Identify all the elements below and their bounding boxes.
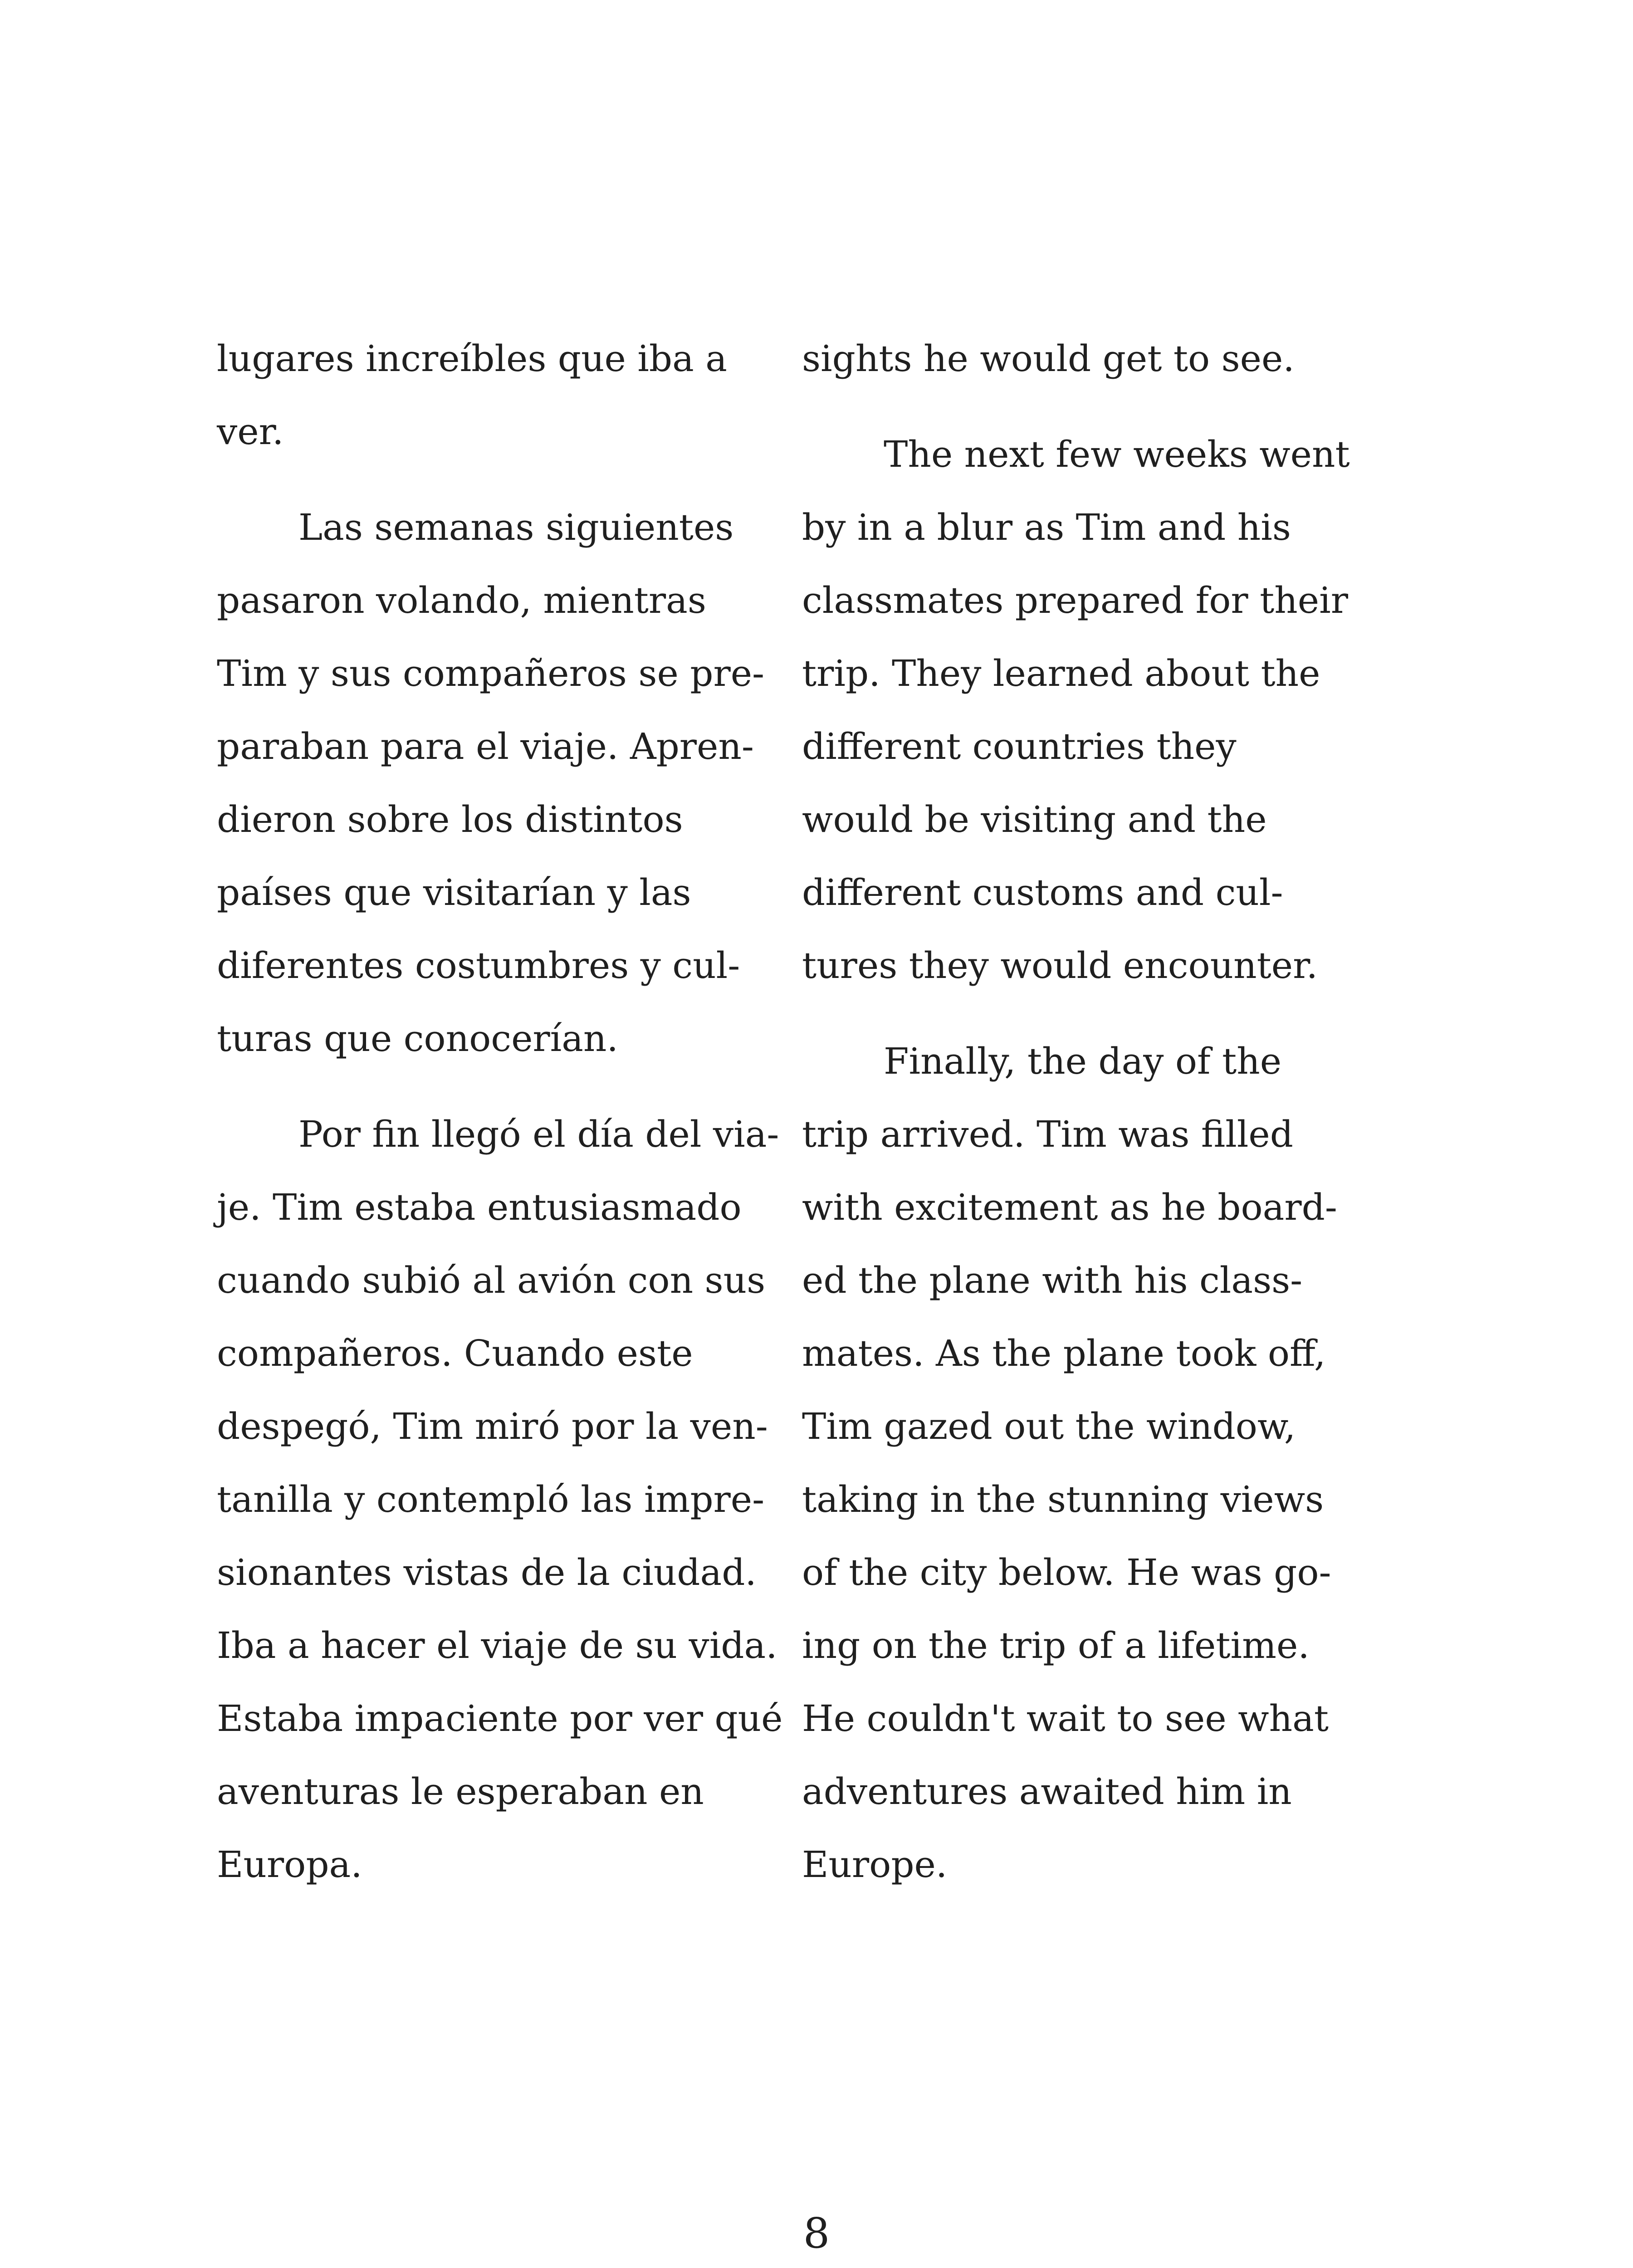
text-line: Tim gazed out the window,: [802, 1405, 1296, 1447]
text-line: diferentes costumbres y cul-: [217, 944, 740, 987]
text-line: by in a blur as Tim and his: [802, 506, 1291, 548]
text-line: despegó, Tim miró por la ven-: [217, 1405, 768, 1447]
text-line: different customs and cul-: [802, 871, 1283, 914]
text-line: je. Tim estaba entusiasmado: [217, 1186, 742, 1228]
text-line: turas que conocerían.: [217, 1017, 618, 1060]
text-line: classmates prepared for their: [802, 579, 1348, 621]
paragraph: [802, 322, 1387, 395]
text-line: sionantes vistas de la ciudad.: [217, 1551, 757, 1593]
text-line: Estaba impaciente por ver qué: [217, 1697, 783, 1740]
text-line: tanilla y contempló las impre-: [217, 1478, 765, 1520]
text-line: taking in the stunning views: [802, 1478, 1324, 1520]
paragraph: [217, 491, 802, 1075]
text-line: Finally, the day of the: [884, 1040, 1282, 1082]
text-line: Las semanas siguientes: [298, 506, 734, 548]
text-line: sights he would get to see.: [802, 337, 1295, 380]
text-line: of the city below. He was go-: [802, 1551, 1331, 1593]
text-line: different countries they: [802, 725, 1237, 767]
text-line: tures they would encounter.: [802, 944, 1318, 987]
text-line: The next few weeks went: [884, 433, 1350, 475]
text-line: paraban para el viaje. Apren-: [217, 725, 754, 767]
text-line: ver.: [217, 411, 284, 453]
text-line: Por fin llegó el día del via-: [298, 1113, 779, 1155]
text-line: Iba a hacer el viaje de su vida.: [217, 1624, 777, 1667]
page-number: 8: [803, 2209, 830, 2258]
paragraph: [802, 418, 1387, 1002]
text-line: ed the plane with his class-: [802, 1259, 1303, 1301]
text-line: aventuras le esperaban en: [217, 1770, 704, 1813]
text-line: pasaron volando, mientras: [217, 579, 706, 621]
text-line: adventures awaited him in: [802, 1770, 1292, 1813]
text-line: He couldn't wait to see what: [802, 1697, 1329, 1740]
text-line: dieron sobre los distintos: [217, 798, 683, 841]
text-line: cuando subió al avión con sus: [217, 1259, 766, 1301]
paragraph: [802, 1025, 1387, 1901]
paragraph: [217, 1098, 802, 1901]
spanish-text-column: [217, 322, 802, 1924]
text-line: would be visiting and the: [802, 798, 1267, 841]
text-line: Europa.: [217, 1843, 362, 1886]
text-line: Tim y sus compañeros se pre-: [217, 652, 765, 694]
text-line: Europe.: [802, 1843, 948, 1886]
text-line: países que visitarían y las: [217, 871, 691, 914]
text-line: compañeros. Cuando este: [217, 1332, 693, 1374]
text-line: trip. They learned about the: [802, 652, 1320, 694]
paragraph: [217, 322, 802, 468]
text-line: with excitement as he board-: [802, 1186, 1337, 1228]
text-line: lugares increíbles que iba a: [217, 337, 727, 380]
text-line: ing on the trip of a lifetime.: [802, 1624, 1310, 1667]
text-line: mates. As the plane took off,: [802, 1332, 1326, 1374]
english-text-column: [802, 322, 1387, 1924]
text-line: trip arrived. Tim was filled: [802, 1113, 1293, 1155]
